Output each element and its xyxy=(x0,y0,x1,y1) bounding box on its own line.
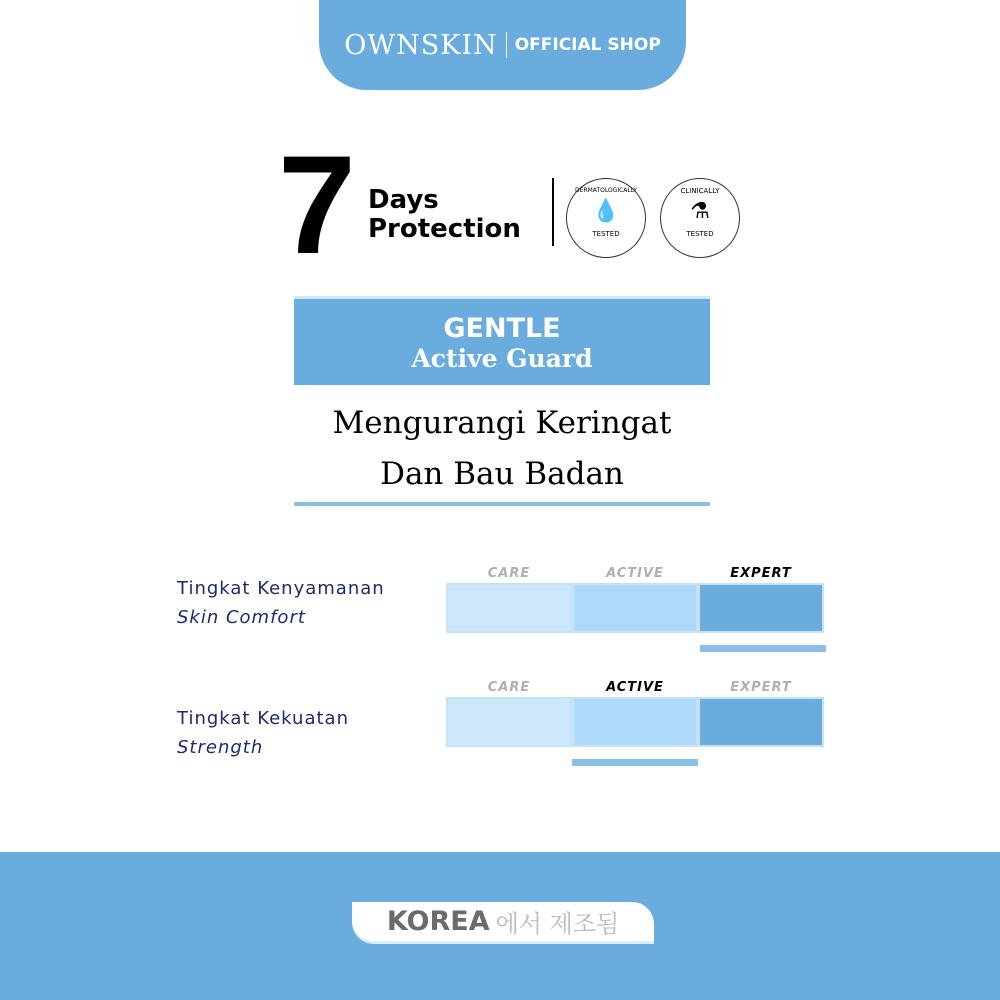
level-captions xyxy=(446,566,826,582)
badge-top-text: DERMATOLOGICALLY xyxy=(575,187,637,194)
badge-bottom-text: TESTED xyxy=(686,230,714,238)
clinically-tested-badge xyxy=(660,178,740,258)
segment-expert xyxy=(698,583,824,633)
brand-logo: OWNSKIN xyxy=(344,29,498,61)
flask-check-icon: ⚗ xyxy=(690,199,710,224)
badge-top-text: CLINICALLY xyxy=(680,187,720,195)
caption-active: ACTIVE xyxy=(606,680,664,695)
rating-sublabel: Strength xyxy=(177,737,264,758)
segment-active xyxy=(572,697,698,747)
rating-sublabel: Skin Comfort xyxy=(177,607,306,628)
comfort-rating-label xyxy=(177,578,385,628)
korean-label: 에서 제조됨 xyxy=(495,910,620,938)
headline xyxy=(294,398,710,500)
strength-scale xyxy=(446,697,826,747)
drop-check-icon: 💧 xyxy=(592,199,620,224)
level-captions xyxy=(446,680,826,696)
badge-bottom-text: TESTED xyxy=(592,230,620,238)
dermatologically-tested-badge xyxy=(566,178,646,258)
rating-label: Tingkat Kenyamanan xyxy=(177,578,385,599)
made-in-korea-badge xyxy=(352,902,654,944)
divider xyxy=(552,178,554,246)
seven-number: 7 xyxy=(278,126,356,283)
divider xyxy=(506,32,507,58)
segment-care xyxy=(446,583,572,633)
official-shop-label: OFFICIAL SHOP xyxy=(514,35,661,55)
segment-care xyxy=(446,697,572,747)
comfort-scale xyxy=(446,583,826,633)
selected-indicator xyxy=(572,759,698,766)
caption-care: CARE xyxy=(487,566,531,581)
product-line1: GENTLE xyxy=(443,313,561,344)
protection-label: Protection xyxy=(368,214,521,244)
product-name-banner xyxy=(294,296,710,385)
segment-expert xyxy=(698,697,824,747)
caption-active: ACTIVE xyxy=(606,566,664,581)
product-line2: Active Guard xyxy=(411,344,593,373)
divider xyxy=(294,502,710,506)
selected-indicator xyxy=(700,645,826,652)
segment-active xyxy=(572,583,698,633)
headline-line2: Dan Bau Badan xyxy=(380,456,624,493)
strength-rating-label xyxy=(177,708,349,758)
country-label: KOREA xyxy=(386,906,490,937)
header-banner xyxy=(319,0,686,90)
rating-label: Tingkat Kekuatan xyxy=(177,708,349,729)
caption-care: CARE xyxy=(487,680,531,695)
caption-expert: EXPERT xyxy=(730,566,792,581)
days-label: Days xyxy=(368,185,439,215)
headline-line1: Mengurangi Keringat xyxy=(332,405,672,441)
caption-expert: EXPERT xyxy=(730,680,792,695)
